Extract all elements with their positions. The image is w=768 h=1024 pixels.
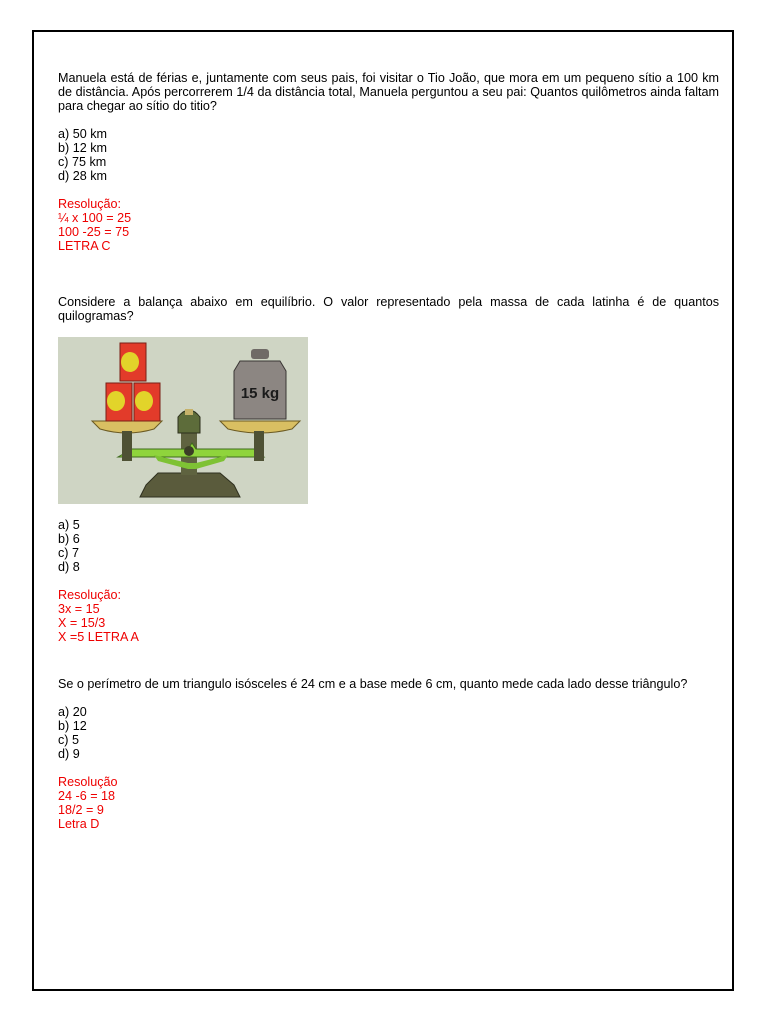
option-d: d) 9 (58, 747, 80, 761)
question-2-solution (58, 588, 719, 644)
solution-line: 3x = 15 (58, 602, 100, 616)
question-2 (58, 295, 719, 644)
solution-heading: Resolução: (58, 197, 122, 211)
option-d: d) 8 (58, 560, 80, 574)
question-3-text: Se o perímetro de um triangulo isósceles é 24 cm e a base mede 6 cm, quanto mede cada lado desse triângulo? (58, 677, 688, 691)
option-a: a) 5 (58, 518, 80, 532)
question-2-text: Considere a balança abaixo em equilíbrio. O valor representado pela massa de cada latinha é de quantos quilogramas? (58, 295, 719, 323)
solution-heading: Resolução: (58, 588, 122, 602)
question-3-solution (58, 775, 719, 831)
question-3-options (58, 705, 719, 761)
weight-label: 15 kg (240, 385, 280, 402)
solution-line: X = 15/3 (58, 616, 106, 630)
option-c: c) 5 (58, 733, 79, 747)
solution-answer: LETRA C (58, 239, 111, 253)
option-b: b) 12 (58, 719, 87, 733)
solution-line: 24 -6 = 18 (58, 789, 116, 803)
question-3 (58, 677, 719, 831)
solution-answer: X =5 LETRA A (58, 630, 139, 644)
solution-line: 18/2 = 9 (58, 803, 104, 817)
balance-scale-figure (58, 337, 308, 504)
option-a: a) 50 km (58, 127, 107, 141)
question-1-solution (58, 197, 719, 253)
solution-heading: Resolução (58, 775, 118, 789)
solution-line: ¼ x 100 = 25 (58, 211, 132, 225)
question-1-text: Manuela está de férias e, juntamente com seus pais, foi visitar o Tio João, que mora em um pequeno sítio a 100 km de distância. Após percorrerem 1/4 da distância total, Manuela perguntou a seu pai: Quantos quilômetros ainda faltam para chegar ao sítio do titio? (58, 71, 719, 113)
option-b: b) 12 km (58, 141, 107, 155)
option-d: d) 28 km (58, 169, 107, 183)
option-c: c) 7 (58, 546, 79, 560)
document-content (58, 71, 719, 831)
question-2-options (58, 518, 719, 574)
question-1 (58, 71, 719, 253)
question-1-options (58, 127, 719, 183)
option-a: a) 20 (58, 705, 87, 719)
solution-answer: Letra D (58, 817, 100, 831)
option-c: c) 75 km (58, 155, 107, 169)
option-b: b) 6 (58, 532, 80, 546)
solution-line: 100 -25 = 75 (58, 225, 130, 239)
